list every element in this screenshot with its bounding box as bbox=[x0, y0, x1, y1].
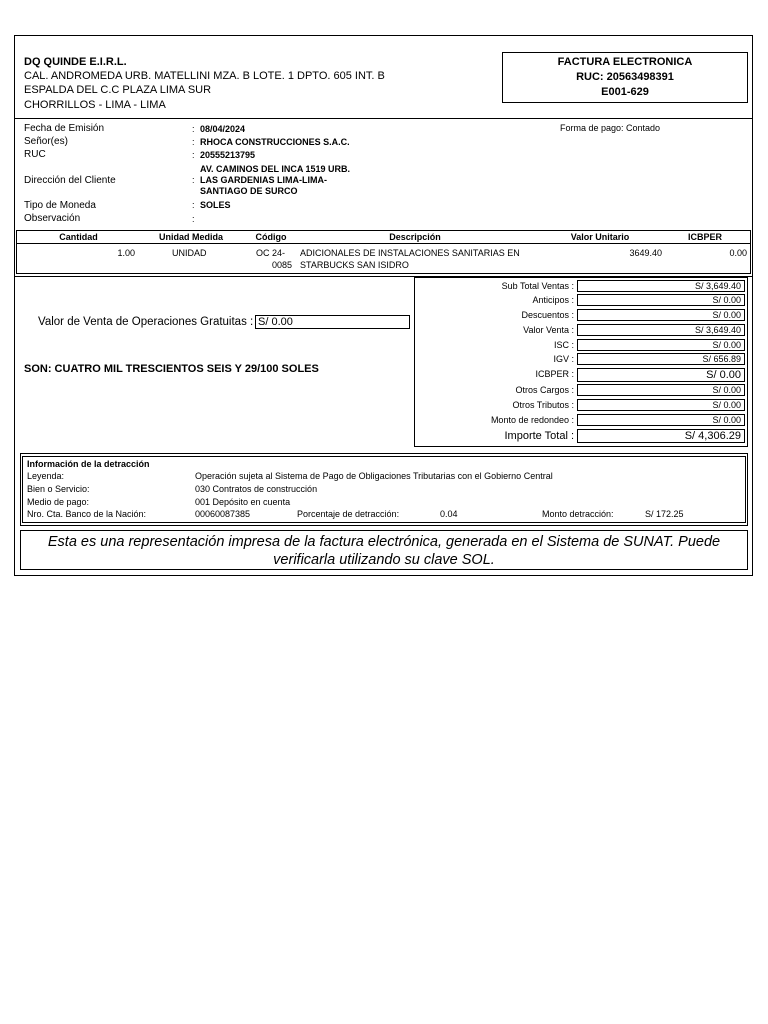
issuer-address-line1: CAL. ANDROMEDA URB. MATELLINI MZA. B LOTE. 1 DPTO. 605 INT. B bbox=[24, 70, 385, 82]
total-label: ICBPER : bbox=[535, 369, 574, 379]
medio-value: 001 Depósito en cuenta bbox=[195, 497, 291, 507]
gratuitas-label: Valor de Venta de Operaciones Gratuitas : bbox=[38, 316, 254, 328]
row-cantidad: 1.00 bbox=[117, 248, 135, 258]
total-value: S/ 0.00 bbox=[577, 294, 745, 306]
moneda-value: SOLES bbox=[200, 200, 231, 210]
row-icbper: 0.00 bbox=[729, 248, 747, 258]
row-descripcion-line1: ADICIONALES DE INSTALACIONES SANITARIAS EN bbox=[300, 248, 520, 258]
leyenda-value: Operación sujeta al Sistema de Pago de Obligaciones Tributarias con el Gobierno Central bbox=[195, 471, 553, 481]
footer-box bbox=[20, 530, 748, 570]
header-codigo: Código bbox=[255, 232, 287, 242]
row-codigo-line2: 0085 bbox=[272, 260, 293, 270]
colon: : bbox=[192, 214, 195, 224]
senor-value: RHOCA CONSTRUCCIONES S.A.C. bbox=[200, 137, 350, 147]
cta-label: Nro. Cta. Banco de la Nación: bbox=[27, 509, 147, 519]
monto-value: S/ 172.25 bbox=[645, 509, 684, 519]
total-label: Descuentos : bbox=[521, 310, 574, 320]
total-label: Otros Cargos : bbox=[515, 385, 574, 395]
total-value: S/ 0.00 bbox=[577, 414, 745, 426]
issuer-address-line3: CHORRILLOS - LIMA - LIMA bbox=[24, 99, 166, 111]
total-value: S/ 0.00 bbox=[577, 384, 745, 396]
detraccion-title: Información de la detracción bbox=[27, 459, 150, 469]
ruc-label: RUC bbox=[24, 149, 46, 160]
total-value: S/ 0.00 bbox=[577, 368, 745, 382]
observacion-label: Observación bbox=[24, 213, 81, 224]
moneda-label: Tipo de Moneda bbox=[24, 200, 96, 211]
colon: : bbox=[192, 137, 195, 147]
total-label: Monto de redondeo : bbox=[490, 415, 574, 425]
direccion-line2: LAS GARDENIAS LIMA-LIMA- bbox=[200, 175, 327, 185]
header-valor-unitario: Valor Unitario bbox=[570, 232, 630, 242]
cta-value: 00060087385 bbox=[195, 509, 251, 519]
items-header-divider bbox=[16, 243, 751, 244]
issuer-name: DQ QUINDE E.I.R.L. bbox=[24, 56, 127, 68]
colon: : bbox=[192, 200, 195, 210]
fecha-label: Fecha de Emisión bbox=[24, 123, 105, 134]
issuer-address-line2: ESPALDA DEL C.C PLAZA LIMA SUR bbox=[24, 84, 212, 96]
document-box bbox=[502, 52, 748, 103]
leyenda-label: Leyenda: bbox=[27, 471, 65, 481]
divider bbox=[15, 118, 752, 119]
total-label: ISC : bbox=[553, 340, 574, 350]
direccion-line3: SANTIAGO DE SURCO bbox=[200, 186, 298, 196]
monto-label: Monto detracción: bbox=[542, 509, 614, 519]
total-label: Importe Total : bbox=[504, 430, 574, 442]
medio-label: Medio de pago: bbox=[27, 497, 90, 507]
colon: : bbox=[192, 150, 195, 160]
header-cantidad: Cantidad bbox=[59, 232, 98, 242]
forma-pago: Forma de pago: Contado bbox=[560, 123, 661, 133]
row-codigo-line1: OC 24- bbox=[256, 248, 286, 258]
header-unidad: Unidad Medida bbox=[158, 232, 223, 242]
colon: : bbox=[192, 124, 195, 134]
porcentaje-label: Porcentaje de detracción: bbox=[297, 509, 400, 519]
gratuitas-value: S/ 0.00 bbox=[255, 315, 410, 329]
total-value: S/ 0.00 bbox=[577, 309, 745, 321]
direccion-label: Dirección del Cliente bbox=[24, 175, 116, 186]
row-unidad: UNIDAD bbox=[172, 248, 207, 258]
total-label: Sub Total Ventas : bbox=[501, 281, 574, 291]
senor-label: Señor(es) bbox=[24, 136, 68, 147]
footer-line1: Esta es una representación impresa de la factura electrónica, generada en el Sistema de SUNAT. Puede bbox=[47, 534, 721, 550]
row-descripcion-line2: STARBUCKS SAN ISIDRO bbox=[300, 260, 409, 270]
total-value: S/ 0.00 bbox=[577, 399, 745, 411]
total-value: S/ 656.89 bbox=[577, 353, 745, 365]
colon: : bbox=[192, 175, 195, 185]
total-value: S/ 3,649.40 bbox=[577, 280, 745, 292]
document-ruc: RUC: 20563498391 bbox=[576, 71, 674, 83]
total-label: Valor Venta : bbox=[523, 325, 574, 335]
header-descripcion: Descripción bbox=[389, 232, 441, 242]
porcentaje-value: 0.04 bbox=[440, 509, 458, 519]
total-label: IGV : bbox=[553, 354, 574, 364]
fecha-value: 08/04/2024 bbox=[200, 124, 246, 134]
total-label: Anticipos : bbox=[532, 295, 574, 305]
total-value: S/ 3,649.40 bbox=[577, 324, 745, 336]
total-value: S/ 4,306.29 bbox=[577, 429, 745, 443]
bien-value: 030 Contratos de construcción bbox=[195, 484, 318, 494]
header-icbper: ICBPER bbox=[687, 232, 722, 242]
document-title: FACTURA ELECTRONICA bbox=[557, 56, 693, 68]
row-valor-unitario: 3649.40 bbox=[629, 248, 662, 258]
bien-label: Bien o Servicio: bbox=[27, 484, 90, 494]
total-label: Otros Tributos : bbox=[512, 400, 574, 410]
amount-in-words: SON: CUATRO MIL TRESCIENTOS SEIS Y 29/100 SOLES bbox=[24, 363, 319, 375]
total-value: S/ 0.00 bbox=[577, 339, 745, 351]
document-number: E001-629 bbox=[601, 86, 649, 98]
ruc-value: 20555213795 bbox=[200, 150, 256, 160]
footer-line2: verificarla utilizando su clave SOL. bbox=[273, 552, 495, 568]
direccion-line1: AV. CAMINOS DEL INCA 1519 URB. bbox=[200, 164, 351, 174]
